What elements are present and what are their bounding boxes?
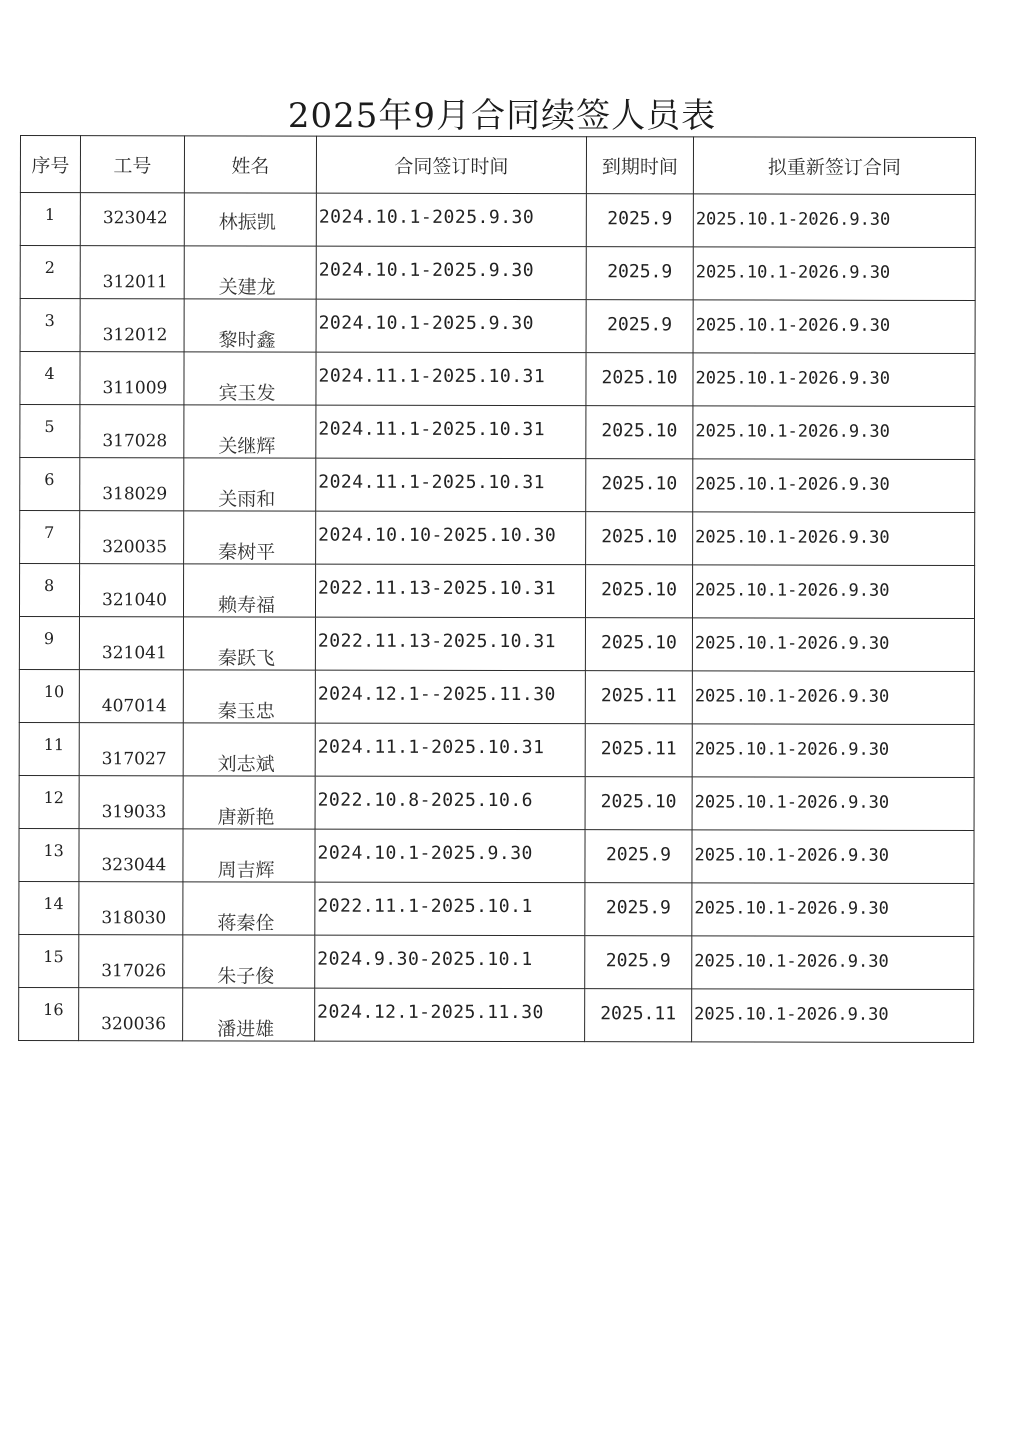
table-row — [19, 881, 974, 936]
cell-name-text: 潘进雄 — [217, 1018, 275, 1041]
cell-renew-period-text: 2025.10.1-2026.9.30 — [695, 262, 891, 283]
header-period: 合同签订时间 — [316, 136, 586, 194]
cell-seq — [20, 193, 80, 246]
cell-seq-text: 4 — [44, 364, 55, 384]
cell-seq — [20, 299, 80, 352]
cell-contract-period-text: 2024.11.1-2025.10.31 — [317, 736, 545, 759]
cell-emp-id-text: 320035 — [102, 537, 168, 558]
cell-emp-id — [79, 723, 183, 776]
table-body — [19, 193, 976, 1043]
cell-emp-id-text: 317028 — [102, 431, 168, 452]
header-row — [20, 136, 975, 195]
cell-expire-date-text: 2025.9 — [605, 844, 672, 866]
cell-name — [184, 352, 316, 405]
cell-seq — [20, 352, 80, 405]
cell-emp-id — [80, 511, 184, 564]
table-row — [19, 669, 974, 724]
cell-name — [184, 246, 316, 299]
cell-emp-id — [79, 670, 183, 723]
cell-name — [184, 299, 316, 352]
cell-name-text: 关建龙 — [218, 276, 276, 299]
cell-expire-date — [586, 194, 693, 247]
table-row — [19, 775, 974, 830]
cell-emp-id — [80, 405, 184, 458]
cell-name-text: 赖寿福 — [217, 594, 276, 617]
cell-name — [184, 511, 316, 564]
header-expire: 到期时间 — [586, 137, 693, 194]
cell-name-text: 朱子俊 — [217, 965, 275, 988]
cell-seq-text: 15 — [43, 947, 64, 967]
cell-seq — [20, 458, 80, 511]
cell-name-text: 刘志斌 — [217, 753, 275, 776]
header-name: 姓名 — [184, 136, 316, 193]
cell-seq — [19, 828, 79, 881]
cell-contract-period-text: 2024.9.30-2025.10.1 — [317, 948, 533, 971]
cell-expire-date — [585, 618, 692, 671]
cell-seq — [19, 564, 79, 617]
cell-emp-id — [80, 352, 184, 405]
cell-seq-text: 6 — [44, 470, 55, 490]
cell-seq — [20, 511, 80, 564]
cell-seq — [19, 722, 79, 775]
cell-name — [183, 882, 315, 935]
table-row — [20, 405, 975, 460]
cell-renew-period — [692, 724, 974, 778]
cell-renew-period — [692, 671, 974, 725]
table-row — [19, 828, 974, 883]
cell-emp-id-text: 407014 — [101, 696, 167, 717]
cell-expire-date — [586, 512, 693, 565]
cell-renew-period-text: 2025.10.1-2026.9.30 — [695, 315, 891, 336]
cell-expire-date — [585, 830, 692, 883]
cell-renew-period-text: 2025.10.1-2026.9.30 — [694, 1004, 889, 1025]
cell-name-text: 林振凯 — [218, 211, 276, 234]
cell-expire-date-text: 2025.10 — [601, 526, 678, 548]
cell-contract-period-text: 2022.10.8-2025.10.6 — [317, 789, 534, 812]
cell-contract-period — [316, 458, 586, 512]
cell-expire-date-text: 2025.9 — [607, 208, 673, 230]
cell-emp-id-text: 312011 — [102, 272, 168, 293]
cell-renew-period — [693, 512, 975, 566]
table-row — [20, 299, 975, 354]
cell-emp-id — [80, 299, 184, 352]
cell-expire-date — [585, 883, 692, 936]
cell-seq-text: 11 — [43, 735, 65, 755]
cell-name — [183, 988, 315, 1041]
cell-contract-period — [316, 246, 586, 300]
cell-renew-period — [692, 989, 974, 1043]
cell-renew-period-text: 2025.10.1-2026.9.30 — [694, 739, 890, 760]
cell-renew-period — [693, 194, 975, 248]
cell-seq-text: 8 — [44, 576, 55, 596]
cell-emp-id-text: 318029 — [102, 484, 168, 505]
cell-contract-period-text: 2024.12.1-2025.11.30 — [317, 1001, 544, 1024]
cell-renew-period-text: 2025.10.1-2026.9.30 — [694, 792, 890, 813]
table-row — [19, 722, 974, 777]
cell-seq — [20, 405, 80, 458]
cell-contract-period — [315, 829, 585, 883]
table-row — [20, 352, 975, 407]
cell-name-text: 宾玉发 — [218, 382, 276, 405]
cell-renew-period — [693, 459, 975, 513]
cell-renew-period-text: 2025.10.1-2026.9.30 — [694, 845, 889, 866]
cell-seq — [20, 246, 80, 299]
cell-emp-id-text: 312012 — [102, 325, 168, 346]
header-emp-id: 工号 — [80, 136, 184, 193]
cell-name — [184, 458, 316, 511]
table-row — [20, 246, 975, 301]
cell-name — [183, 776, 315, 829]
cell-renew-period-text: 2025.10.1-2026.9.30 — [695, 209, 891, 230]
table-row — [19, 987, 974, 1042]
cell-expire-date-text: 2025.11 — [600, 738, 677, 760]
cell-renew-period — [692, 618, 974, 672]
cell-name-text: 唐新艳 — [217, 806, 275, 829]
cell-expire-date-text: 2025.9 — [607, 261, 673, 283]
cell-contract-period — [316, 405, 586, 459]
cell-expire-date-text: 2025.9 — [607, 314, 673, 336]
cell-contract-period — [316, 193, 586, 247]
cell-seq-text: 10 — [43, 682, 65, 702]
cell-contract-period-text: 2024.11.1-2025.10.31 — [318, 418, 546, 441]
table-row — [20, 458, 975, 513]
cell-renew-period — [692, 883, 974, 937]
cell-contract-period-text: 2024.10.1-2025.9.30 — [318, 259, 535, 282]
cell-renew-period-text: 2025.10.1-2026.9.30 — [695, 474, 890, 495]
cell-name — [183, 617, 315, 670]
cell-contract-period-text: 2024.10.10-2025.10.30 — [318, 524, 557, 547]
cell-expire-date — [586, 247, 693, 300]
cell-name — [184, 405, 316, 458]
cell-expire-date-text: 2025.10 — [600, 632, 677, 654]
cell-name — [183, 723, 315, 776]
page-title: 2025年9月合同续签人员表 — [287, 96, 717, 136]
cell-expire-date-text: 2025.9 — [605, 897, 671, 919]
cell-emp-id-text: 323042 — [102, 208, 168, 229]
cell-seq — [19, 669, 79, 722]
cell-emp-id-text: 318030 — [101, 908, 167, 929]
cell-expire-date — [585, 671, 692, 724]
cell-name-text: 秦树平 — [218, 541, 276, 564]
cell-contract-period — [316, 352, 586, 406]
cell-seq — [19, 775, 79, 828]
cell-emp-id-text: 317026 — [101, 961, 167, 982]
cell-expire-date — [585, 989, 692, 1042]
cell-expire-date-text: 2025.9 — [605, 950, 671, 972]
cell-renew-period-text: 2025.10.1-2026.9.30 — [695, 580, 890, 601]
cell-renew-period — [693, 247, 975, 301]
cell-renew-period — [692, 830, 974, 884]
cell-emp-id-text: 323044 — [101, 855, 167, 876]
cell-emp-id-text: 317027 — [101, 749, 167, 770]
cell-renew-period-text: 2025.10.1-2026.9.30 — [695, 527, 890, 548]
cell-renew-period — [693, 406, 975, 460]
cell-seq-text: 12 — [43, 788, 64, 808]
cell-name — [183, 564, 315, 617]
cell-contract-period-text: 2024.10.1-2025.9.30 — [318, 312, 535, 335]
cell-emp-id — [79, 882, 183, 935]
cell-expire-date-text: 2025.11 — [600, 685, 677, 707]
cell-name — [183, 670, 315, 723]
cell-seq-text: 3 — [44, 311, 55, 331]
cell-seq-text: 14 — [43, 894, 64, 914]
cell-renew-period-text: 2025.10.1-2026.9.30 — [695, 368, 890, 389]
cell-emp-id-text: 311009 — [102, 378, 168, 399]
cell-name-text: 周吉辉 — [217, 859, 275, 882]
cell-expire-date — [585, 724, 692, 777]
cell-name-text: 秦玉忠 — [217, 700, 275, 723]
cell-renew-period-text: 2025.10.1-2026.9.30 — [694, 686, 890, 707]
cell-seq-text: 7 — [44, 523, 55, 543]
cell-contract-period-text: 2024.11.1-2025.10.31 — [318, 471, 546, 494]
table-row — [19, 617, 974, 672]
cell-emp-id — [80, 193, 184, 246]
cell-contract-period — [315, 935, 585, 989]
cell-contract-period — [316, 299, 586, 353]
cell-emp-id — [79, 935, 183, 988]
cell-renew-period-text: 2025.10.1-2026.9.30 — [694, 898, 889, 919]
cell-name — [183, 829, 315, 882]
cell-emp-id-text: 319033 — [101, 802, 167, 823]
cell-emp-id-text: 320036 — [101, 1014, 167, 1035]
cell-contract-period — [315, 988, 585, 1042]
cell-expire-date — [586, 406, 693, 459]
cell-expire-date-text: 2025.10 — [601, 473, 678, 495]
cell-seq-text: 5 — [44, 417, 55, 437]
cell-emp-id — [79, 829, 183, 882]
cell-emp-id — [80, 458, 184, 511]
cell-name — [183, 935, 315, 988]
cell-contract-period — [315, 564, 585, 618]
cell-contract-period-text: 2024.10.1-2025.9.30 — [317, 842, 533, 865]
cell-renew-period — [692, 565, 974, 619]
cell-seq-text: 13 — [43, 841, 64, 861]
cell-seq-text: 9 — [43, 629, 55, 649]
cell-renew-period-text: 2025.10.1-2026.9.30 — [694, 633, 890, 654]
cell-contract-period — [315, 882, 585, 936]
cell-emp-id-text: 321041 — [101, 643, 167, 664]
cell-emp-id-text: 321040 — [102, 590, 167, 611]
cell-expire-date — [585, 777, 692, 830]
cell-seq — [19, 934, 79, 987]
cell-contract-period — [315, 776, 585, 830]
cell-expire-date — [585, 565, 692, 618]
cell-renew-period — [692, 777, 974, 831]
table-row — [19, 934, 974, 989]
cell-seq — [19, 617, 79, 670]
cell-expire-date-text: 2025.10 — [601, 579, 677, 601]
cell-name-text: 秦跃飞 — [217, 647, 275, 670]
cell-contract-period-text: 2022.11.13-2025.10.31 — [317, 630, 557, 653]
cell-emp-id — [79, 988, 183, 1041]
cell-contract-period — [315, 617, 585, 671]
cell-renew-period — [693, 353, 975, 407]
header-renew: 拟重新签订合同 — [693, 137, 975, 195]
cell-seq-text: 2 — [44, 258, 55, 278]
cell-name-text: 蒋秦佺 — [217, 912, 275, 935]
cell-seq-text: 16 — [43, 1000, 64, 1020]
cell-expire-date — [586, 353, 693, 406]
cell-emp-id — [79, 776, 183, 829]
cell-seq — [19, 987, 79, 1040]
cell-expire-date-text: 2025.10 — [601, 367, 678, 389]
cell-contract-period — [316, 511, 586, 565]
cell-contract-period-text: 2022.11.1-2025.10.1 — [317, 895, 533, 918]
table-row — [19, 564, 974, 619]
cell-expire-date-text: 2025.10 — [600, 791, 677, 813]
cell-emp-id — [79, 617, 183, 670]
cell-contract-period — [315, 670, 585, 724]
cell-contract-period-text: 2022.11.13-2025.10.31 — [318, 577, 557, 600]
cell-contract-period — [315, 723, 585, 777]
cell-name-text: 黎时鑫 — [218, 329, 276, 352]
cell-renew-period — [693, 300, 975, 354]
cell-renew-period-text: 2025.10.1-2026.9.30 — [694, 951, 889, 972]
table-row — [20, 193, 975, 248]
header-seq: 序号 — [20, 136, 80, 193]
contract-renewal-table — [18, 135, 976, 1043]
cell-name — [184, 193, 316, 246]
cell-contract-period-text: 2024.10.1-2025.9.30 — [318, 206, 535, 229]
cell-name-text: 关继辉 — [218, 435, 276, 458]
cell-expire-date-text: 2025.10 — [601, 420, 678, 442]
cell-contract-period-text: 2024.11.1-2025.10.31 — [318, 365, 546, 388]
cell-name-text: 关雨和 — [218, 488, 276, 511]
cell-expire-date — [586, 459, 693, 512]
cell-emp-id — [80, 246, 184, 299]
cell-expire-date — [586, 300, 693, 353]
cell-expire-date — [585, 936, 692, 989]
cell-renew-period-text: 2025.10.1-2026.9.30 — [695, 421, 890, 442]
cell-emp-id — [79, 564, 183, 617]
cell-expire-date-text: 2025.11 — [600, 1003, 677, 1025]
table-row — [20, 511, 975, 566]
cell-seq-text: 1 — [44, 205, 56, 225]
cell-contract-period-text: 2024.12.1--2025.11.30 — [317, 683, 556, 706]
cell-seq — [19, 881, 79, 934]
cell-renew-period — [692, 936, 974, 990]
